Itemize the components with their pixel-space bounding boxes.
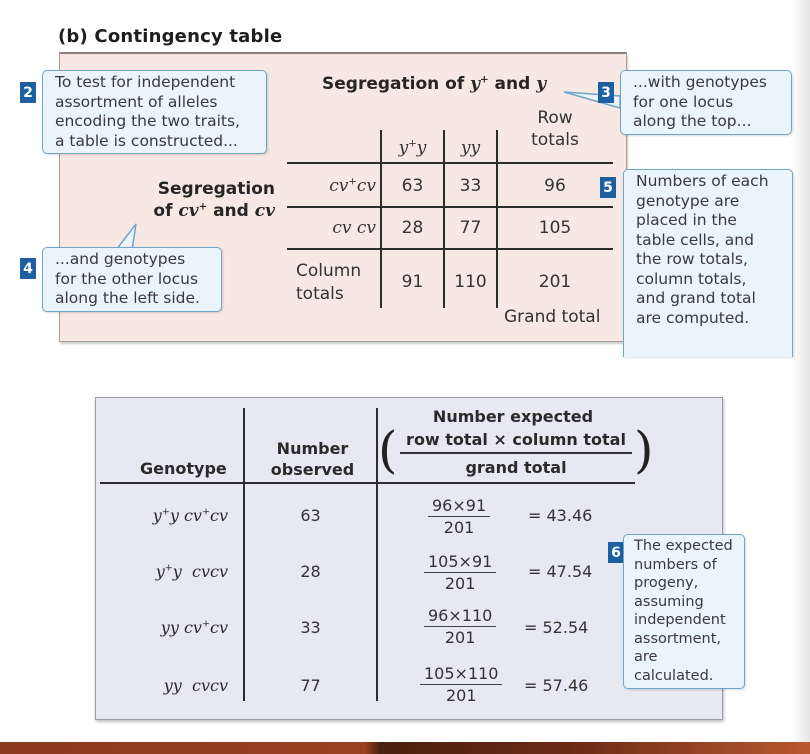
callout-text: assortment,: [634, 630, 722, 647]
allele-sup: +: [198, 200, 208, 213]
cell-value: 33: [459, 176, 482, 196]
genotype-text: y: [416, 138, 427, 158]
observed-cell: 77: [300, 676, 321, 695]
allele: y: [470, 74, 481, 94]
cell-value: 77: [459, 218, 482, 238]
header-text: totals: [531, 130, 579, 150]
callout-text: The expected: [634, 538, 733, 554]
callout-2: [42, 70, 267, 154]
genotype-sup: +: [201, 506, 210, 518]
genotype-cell: [100, 618, 228, 637]
genotype-sup: +: [201, 618, 210, 630]
callout-text: progeny,: [634, 575, 699, 591]
column-divider: [243, 408, 245, 701]
expected-value: = 57.46: [524, 676, 589, 695]
row-total: 96: [544, 176, 566, 196]
genotype-text: yy: [160, 618, 179, 637]
label-text: of: [153, 201, 179, 221]
callout-text: independent: [634, 612, 726, 628]
column-total: 110: [454, 272, 487, 292]
genotype-text: cv: [183, 506, 202, 525]
allele: cv: [178, 201, 199, 221]
col-header-ypy: [382, 138, 443, 158]
header-text: Row: [537, 108, 573, 128]
header-text: observed: [270, 460, 355, 479]
col-header-yy: [445, 138, 496, 158]
expected-fraction: [428, 496, 490, 537]
callout-text: column totals,: [636, 269, 747, 288]
bottom-decorative-bar: [0, 742, 810, 754]
genotype-sup: +: [161, 506, 170, 518]
expected-value: = 47.54: [528, 562, 593, 581]
genotype-text: y: [169, 506, 179, 525]
callout-text: table cells, and: [636, 230, 754, 249]
callout-text: Numbers of each: [636, 172, 769, 190]
page-edge-shadow: [792, 0, 810, 754]
callout-number-badge: 4: [20, 258, 36, 279]
row-total: 105: [538, 218, 572, 238]
left-locus-label: [140, 178, 275, 222]
expected-fraction: [424, 552, 496, 593]
callout-text: encoding the two traits,: [55, 112, 240, 130]
fraction-denominator: 201: [445, 686, 477, 705]
genotype-text: yy: [163, 676, 182, 695]
callout-text: and grand total: [636, 289, 756, 307]
expected-header-numerator: row total × column total: [406, 430, 626, 449]
cell-value: 63: [401, 176, 424, 196]
fraction-numerator: 96×91: [428, 496, 490, 517]
expected-value: = 52.54: [524, 618, 589, 637]
genotype-cell: [100, 676, 228, 695]
callout-4: [42, 247, 222, 312]
fraction-numerator: 105×110: [420, 664, 502, 685]
genotype-text: yy: [460, 138, 481, 158]
label-text: Segregation of: [322, 74, 471, 94]
callout-text: are computed.: [636, 308, 750, 327]
grand-total-label: Grand total: [504, 307, 601, 327]
callout-text: assortment of alleles: [55, 92, 218, 111]
fraction-numerator: 96×110: [424, 606, 496, 627]
genotype-cell: [100, 506, 228, 525]
expected-value: = 43.46: [528, 506, 593, 525]
cell-value: 28: [401, 218, 424, 238]
genotype-text: cv: [356, 176, 376, 196]
label-text: Segregation: [157, 179, 275, 199]
column-totals-label: [296, 260, 361, 306]
observed-cell: 33: [300, 618, 321, 637]
callout-number-badge: 5: [600, 177, 616, 198]
genotype-text: cv cv: [332, 218, 376, 238]
label-text: and: [488, 74, 537, 94]
observed-cell: 28: [300, 562, 321, 581]
allele-sup: +: [480, 73, 489, 86]
header-underline: [100, 482, 635, 484]
top-locus-label: [322, 74, 546, 94]
callout-text: assuming: [634, 593, 704, 610]
allele: cv: [254, 201, 275, 221]
genotype-text: y: [398, 138, 409, 158]
label-text: totals: [296, 284, 344, 304]
section-title: (b) Contingency table: [58, 26, 283, 47]
callout-text: for one locus: [633, 92, 734, 111]
genotype-text: cv: [329, 176, 349, 196]
grid-line: [287, 248, 613, 250]
fraction-denominator: 201: [444, 574, 476, 593]
left-paren-icon: (: [378, 421, 398, 479]
genotype-sup: +: [408, 138, 417, 150]
right-paren-icon: ): [634, 421, 654, 479]
genotype-text: cvcv: [192, 562, 228, 581]
expected-fraction: [420, 664, 502, 705]
column-total: 91: [401, 272, 424, 292]
label-text: Column: [296, 261, 362, 281]
column-divider: [376, 408, 378, 701]
callout-text: are calculated.: [634, 649, 714, 684]
expected-fraction: [424, 606, 496, 647]
genotype-header: Genotype: [140, 459, 227, 478]
genotype-text: cv: [210, 506, 228, 525]
row-label-cvpcv: [300, 176, 376, 196]
grid-line: [287, 206, 613, 208]
callout-text: ...with genotypes: [633, 73, 767, 91]
genotype-sup: +: [164, 562, 173, 574]
callout-text: genotype are: [636, 191, 740, 210]
fraction-numerator: 105×91: [424, 552, 496, 573]
callout-text: placed in the: [636, 211, 737, 229]
callout-text: along the left side.: [55, 289, 200, 307]
fraction-denominator: 201: [444, 628, 476, 647]
row-totals-header: [505, 107, 605, 151]
callout-5: [623, 169, 793, 357]
genotype-text: y: [152, 506, 162, 525]
observed-cell: 63: [300, 506, 321, 525]
observed-header: [250, 438, 375, 480]
label-text: and: [207, 201, 255, 221]
genotype-text: cv: [210, 618, 228, 637]
grid-line: [287, 162, 613, 164]
genotype-text: cvcv: [192, 676, 228, 695]
callout-number-badge: 2: [20, 82, 36, 103]
callout-text: To test for independent: [55, 73, 236, 91]
header-text: Number: [276, 439, 349, 458]
genotype-text: cv: [183, 618, 202, 637]
expected-header-denominator: grand total: [465, 458, 567, 477]
fraction-denominator: 201: [443, 518, 475, 537]
callout-text: for the other locus: [55, 269, 199, 288]
expected-header-title: Number expected: [432, 407, 594, 426]
callout-3: [620, 70, 792, 135]
row-label-cvcv: [300, 218, 376, 238]
callout-number-badge: 6: [608, 542, 624, 563]
callout-text: the row totals,: [636, 250, 748, 268]
genotype-text: y: [155, 562, 165, 581]
callout-6: [623, 534, 745, 689]
callout-number-badge: 3: [598, 82, 614, 103]
callout-text: a table is constructed...: [55, 131, 238, 150]
genotype-sup: +: [348, 176, 357, 188]
callout-text: numbers of: [634, 556, 717, 573]
fraction-bar: [400, 452, 632, 454]
grand-total-value: 201: [538, 272, 572, 292]
genotype-text: y: [172, 562, 182, 581]
genotype-cell: [100, 562, 228, 581]
callout-text: ...and genotypes: [55, 250, 186, 268]
grid-line: [496, 130, 498, 308]
allele: y: [536, 74, 547, 94]
callout-text: along the top...: [633, 112, 752, 130]
